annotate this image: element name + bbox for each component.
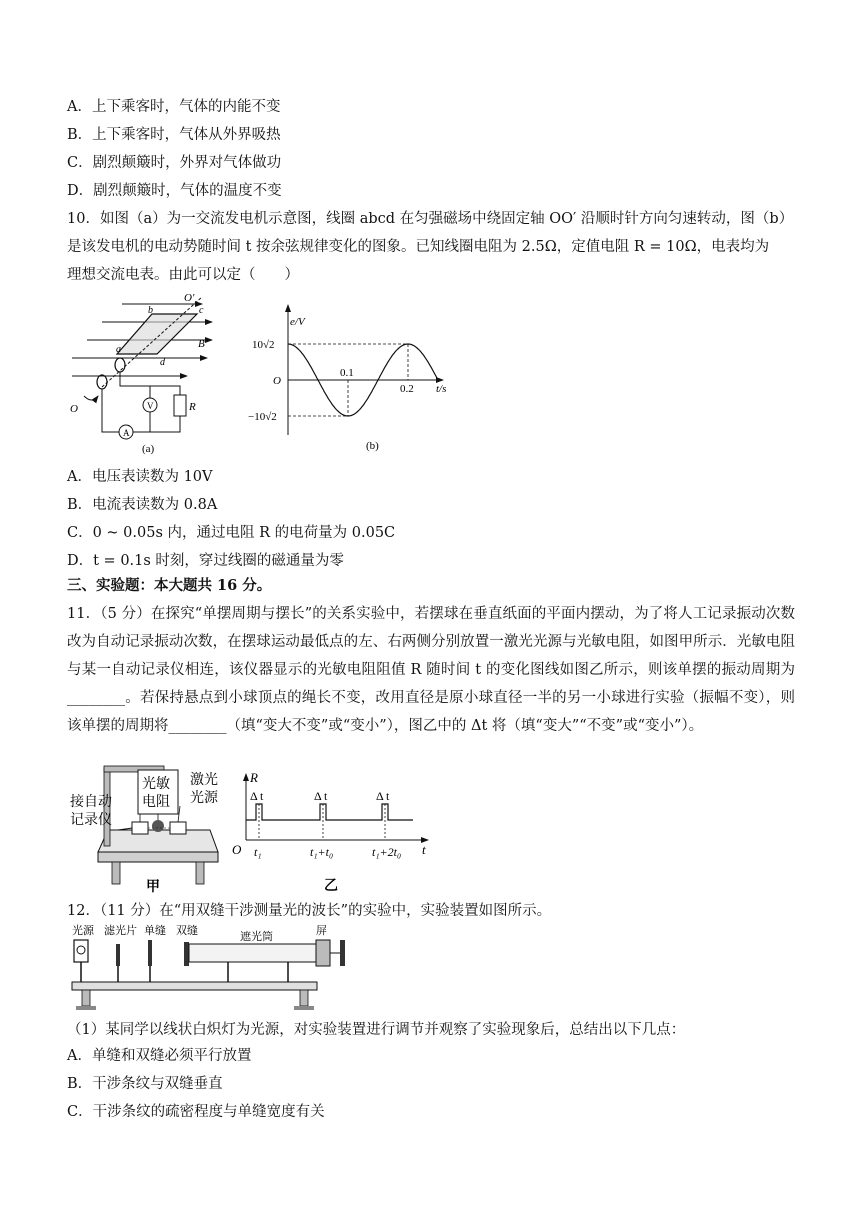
q12-option-a: A．单缝和双缝必须平行放置: [67, 1048, 252, 1064]
q9-option-a: A．上下乘客时，气体的内能不变: [67, 99, 281, 115]
fig-yi-dt-3: Δ t: [376, 789, 390, 803]
fig-b-y-max: 10√2: [252, 339, 275, 351]
fig-a-label-o-prime: O′: [184, 292, 195, 304]
q12-apparatus-figure: [68, 922, 363, 1014]
apparatus-label-single-slit: 单缝: [144, 925, 166, 937]
q12-part1: （1）某同学以线状白炽灯为光源，对实验装置进行调节并观察了实验现象后，总结出以下几点：: [67, 1022, 686, 1038]
fig-jia-label-recorder-2: 记录仪: [70, 813, 112, 828]
q10-stem-line2: 是该发电机的电动势随时间 t 按余弦规律变化的图象。已知线圈电阻为 2.5Ω，定值电阻 R = 10Ω，电表均为: [67, 239, 770, 255]
fig-jia-label-photo-2: 电阻: [142, 795, 170, 810]
fig-a-label-b: b: [148, 305, 153, 316]
fig-yi-dt-2: Δ t: [314, 789, 328, 803]
q11-stem: 11．（5 分）在探究“单摆周期与摆长”的关系实验中，若摆球在垂直纸面的平面内摆动，为了将人工记录振动次数改为自动记录振动次数，在摆球运动最低点的左、右两侧分别放置一激光光源与光敏电阻，如图甲所示．光敏电阻与某一自动记录仪相连，该仪器显示的光敏电阻阻值 R 随时间 t 的变化图线如图乙所示，则该单摆的振动周期为________。若保持悬点到小球顶点的绳长不变，改用直径是原小球直径一半的另一小球进行实验（振幅不变），则该单摆的周期将________（填“变大不变”或“变小”），图乙中的 Δt 将（填“变大”“不变”或“变小”）。: [67, 606, 795, 734]
fig-a-label-o: O: [70, 403, 78, 415]
fig-jia-label-laser-1: 激光: [190, 773, 218, 788]
q9-option-b: B．上下乘客时，气体从外界吸热: [67, 127, 281, 143]
apparatus-label-screen: 屏: [316, 925, 327, 937]
q10-option-c: C．0 ~ 0.05s 内，通过电阻 R 的电荷量为 0.05C: [67, 525, 396, 541]
q12-stem: 12．（11 分）在“用双缝干涉测量光的波长”的实验中，实验装置如图所示。: [67, 903, 552, 919]
fig-yi-t1-2t0: t₁+2t₀: [372, 845, 402, 859]
fig-b-x-tick-2: 0.2: [400, 383, 414, 395]
fig-a-label-d: d: [160, 357, 165, 368]
q12-option-b: B．干涉条纹与双缝垂直: [67, 1076, 223, 1092]
fig-yi-y-label: R: [250, 770, 258, 785]
fig-jia-caption: 甲: [146, 880, 160, 895]
fig-b-x-tick-1: 0.1: [340, 367, 354, 379]
fig-yi-t1-t0: t₁+t₀: [310, 845, 334, 859]
q11-figure-yi: [228, 768, 438, 895]
fig-yi-caption: 乙: [324, 879, 338, 894]
fig-a-label-voltmeter: V: [147, 401, 154, 411]
section-3-heading: 三、实验题：本大题共 16 分。: [67, 577, 272, 594]
fig-a-label-ammeter: A: [123, 428, 130, 438]
fig-jia-label-photo-1: 光敏: [142, 777, 170, 792]
q10-option-a: A．电压表读数为 10V: [67, 469, 213, 485]
q9-option-c: C．剧烈颠簸时，外界对气体做功: [67, 155, 282, 171]
fig-a-label-a: a: [116, 344, 121, 355]
apparatus-label-double-slit: 双缝: [176, 925, 198, 937]
fig-a-label-field: B: [198, 338, 205, 350]
fig-yi-x-label: t: [422, 842, 426, 857]
q10-stem-line1: 10．如图（a）为一交流发电机示意图，线圈 abcd 在匀强磁场中绕固定轴 OO′ 沿顺时针方向匀速转动，图（b）: [67, 211, 794, 227]
fig-a-caption: (a): [142, 443, 155, 455]
fig-jia-label-recorder-1: 接自动: [70, 795, 112, 810]
q12-option-c: C．干涉条纹的疏密程度与单缝宽度有关: [67, 1104, 325, 1120]
fig-b-x-label: t/s: [436, 383, 447, 395]
fig-b-caption: (b): [366, 440, 379, 452]
fig-b-y-min: −10√2: [248, 411, 277, 423]
fig-b-origin: O: [273, 375, 281, 387]
q10-stem-line3: 理想交流电表。由此可以定（ ）: [67, 267, 299, 283]
fig-a-label-resistor: R: [189, 401, 196, 413]
q10-option-d: D．t = 0.1s 时刻，穿过线圈的磁通量为零: [67, 553, 344, 569]
apparatus-label-tube: 遮光筒: [240, 931, 273, 943]
fig-yi-dt-1: Δ t: [250, 789, 264, 803]
q10-option-b: B．电流表读数为 0.8A: [67, 497, 218, 513]
apparatus-label-light-source: 光源: [72, 925, 94, 937]
q9-option-d: D．剧烈颠簸时，气体的温度不变: [67, 183, 282, 199]
fig-yi-t1: t₁: [254, 845, 262, 859]
fig-b-y-label: e/V: [290, 316, 305, 328]
q11-figure-jia: [68, 760, 233, 895]
q10-figure-b: [248, 300, 468, 455]
q10-figure-a: [62, 292, 232, 457]
fig-yi-origin: O: [232, 842, 242, 857]
fig-a-label-c: c: [199, 305, 204, 316]
apparatus-label-filter: 滤光片: [104, 925, 137, 937]
fig-yi-resistance-curve: [246, 804, 413, 820]
fig-jia-label-laser-2: 光源: [190, 791, 218, 806]
